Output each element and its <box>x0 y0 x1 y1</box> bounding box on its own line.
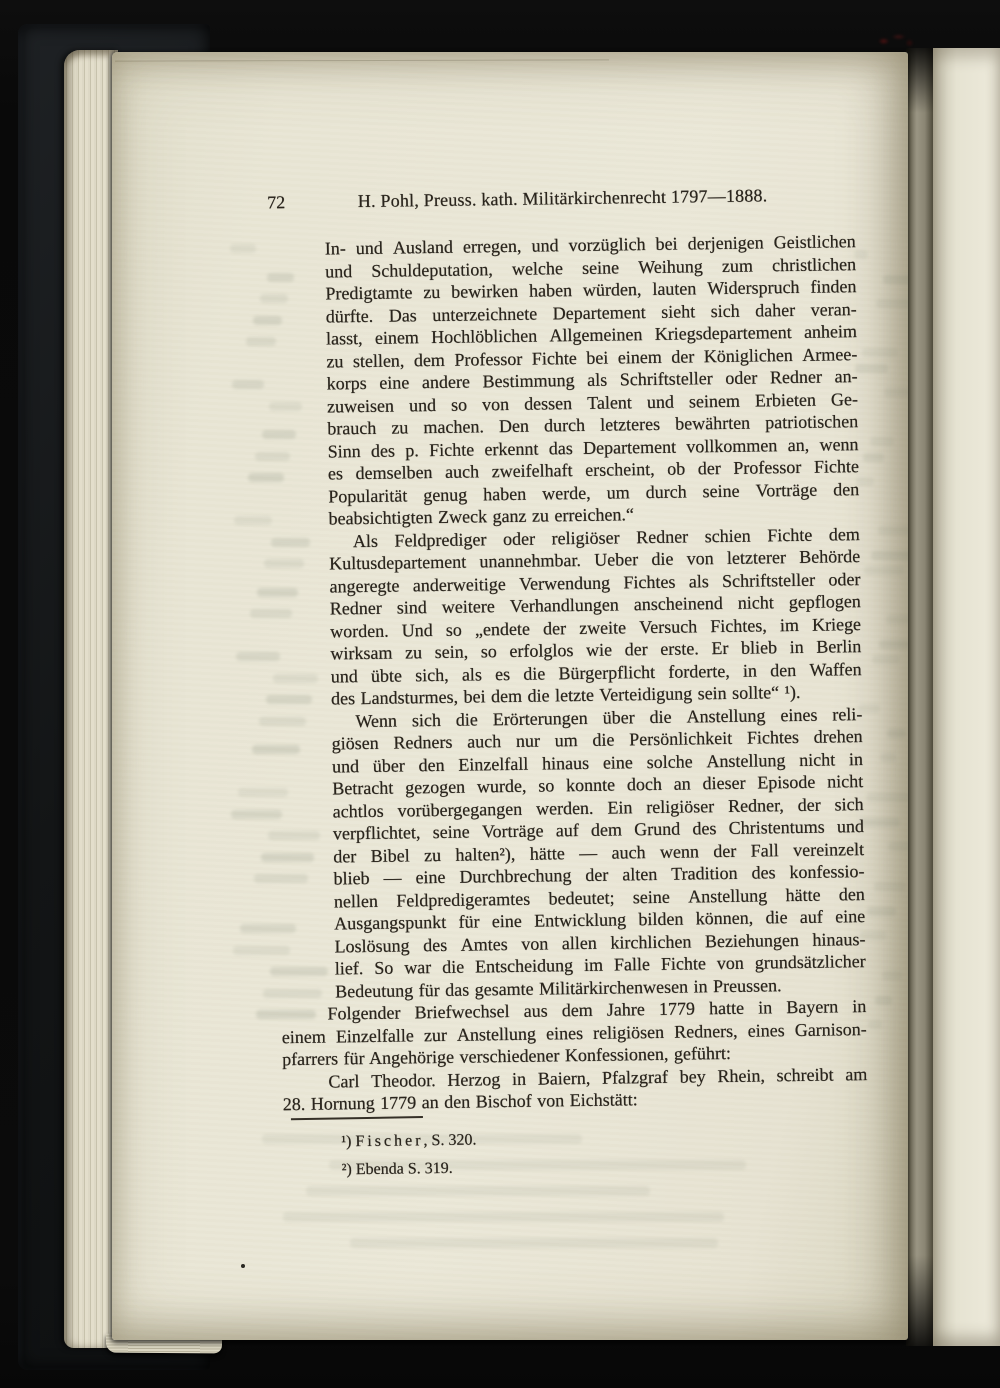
text-line: 28. Hornung 1779 an den Bischof von Eichstätt: <box>282 1089 638 1115</box>
main-paragraphs <box>281 995 868 1116</box>
footnote: ²) Ebenda S. 319. <box>341 1159 453 1179</box>
text-line: blieb — eine Durchbrechung der alten Tradition des konfessio- <box>333 861 865 889</box>
text-line: brauch zu machen. Den durch letzteres bewährten patriotischen <box>327 411 859 439</box>
text-line: Redner sind weitere Verhandlungen anscheinend nicht gepflogen <box>329 591 861 619</box>
text-line: zu stellen, dem Professor Fichte bei einem der Königlichen Armee- <box>326 343 858 372</box>
text-line: In- und Ausland erregen, und vorzüglich bei derjenigen Geistlichen <box>324 231 856 259</box>
footnote-separator <box>291 1116 423 1120</box>
page-header <box>267 182 855 214</box>
footnotes <box>283 1122 815 1185</box>
text-line: worden. Und so „endete der zweite Versuch Fichtes, im Kriege <box>329 613 862 641</box>
text-line: Bedeutung für das gesamte Militärkirchenwesen in Preussen. <box>335 974 782 1001</box>
text-line: korps eine andere Bestimmung als Schriftsteller oder Redner an- <box>326 366 858 394</box>
running-title: H. Pohl, Preuss. kath. Militärkirchenrecht 1797—1888. <box>357 185 768 212</box>
book-page <box>112 52 908 1340</box>
text-line: und über den Einzelfall hinaus eine solche Anstellung nicht in <box>331 748 864 776</box>
facing-page <box>933 48 1000 1346</box>
text-line: es demselben auch zweifelhaft erscheint, ob der Professor Fichte <box>327 456 860 484</box>
text-line: Sinn des p. Fichte erkennt das Departement vollkommen an, wenn <box>327 433 859 461</box>
text-line: und Schuldeputation, welche seine Weihung zum christlichen <box>324 253 857 282</box>
text-line: Ausgangspunkt für eine Entwicklung bilden können, die auf eine <box>334 906 866 934</box>
text-line: nellen Feldpredigeramtes bedeutet; seine Anstellung hätte den <box>333 883 865 911</box>
text-line: beabsichtigten Zweck ganz zu erreichen.“ <box>328 504 635 529</box>
text-line: wirksam zu sein, so erfolglos wie der erste. Er blieb in Berlin <box>330 636 862 664</box>
text-line: Predigtamte zu bewirken haben würden, lauten Widerspruch finden <box>325 276 857 304</box>
ink-speck <box>241 1264 245 1268</box>
text-line: Popularität genug haben werde, um durch seine Vorträge den <box>328 478 860 506</box>
text-line: einem Einzelfalle zur Anstellung eines religiösen Redners, eines Garnison- <box>281 1018 867 1047</box>
text-line: Wenn sich die Erörterungen über die Anstellung eines reli- <box>355 703 863 731</box>
text-line: Kultusdepartement unannehmbar. Ueber die von letzterer Behörde <box>329 546 861 574</box>
text-line: des Landsturmes, bei dem die letzte Verteidigung sein sollte“ ¹). <box>330 681 801 709</box>
text-line: giösen Redners auch nur um die Persönlichkeit Fichtes drehen <box>331 726 863 754</box>
text-line: Betracht gezogen wurde, so konnte doch an dieser Episode nicht <box>332 771 864 799</box>
text-line: Folgender Briefwechsel aus dem Jahre 1779 hatte in Bayern in <box>327 996 867 1024</box>
text-line: Als Feldprediger oder religiöser Redner schien Fichte dem <box>352 523 860 551</box>
text-line: lief. So war die Entscheidung im Falle Fichte von grundsätzlicher <box>334 951 866 979</box>
printed-text-layer <box>268 44 871 1340</box>
text-line: angeregte anderweitige Verwendung Fichtes als Schriftsteller oder <box>329 568 861 596</box>
text-line: der Bibel zu halten²), hätte — auch wenn der Fall vereinzelt <box>333 838 865 866</box>
text-line: und übte sich, als es die Bürgerpflicht forderte, in den Waffen <box>330 658 862 686</box>
footnote: ¹) Fischer, S. 320. <box>341 1131 477 1151</box>
text-line: achtlos vorübergegangen werden. Ein religiöser Redner, der sich <box>332 793 864 821</box>
quoted-letter-block <box>325 230 867 1002</box>
text-line: Carl Theodor. Herzog in Baiern, Pfalzgraf bey Rhein, schreibt am <box>328 1063 868 1092</box>
text-line: verpflichtet, seine Vorträge auf dem Grund des Christentums und <box>332 816 865 844</box>
text-line: pfarrers für Angehörige verschiedener Konfessionen, geführt: <box>281 1042 732 1070</box>
page-gutter-shadow <box>906 48 933 1346</box>
text-line: Loslösung des Amtes von allen kirchlichen Beziehungen hinaus- <box>334 928 866 956</box>
red-smudge <box>870 28 916 50</box>
text-line: zuweisen und so von dessen Talent und seinem Erbieten Ge- <box>326 388 859 417</box>
page-stack-edges <box>64 50 118 1348</box>
text-line: dürfte. Das unterzeichnete Departement sieht sich daher veran- <box>325 298 857 327</box>
text-line: lasst, einem Hochlöblichen Allgemeinen Kriegsdepartement anheim <box>325 321 858 349</box>
page-number: 72 <box>267 192 286 213</box>
